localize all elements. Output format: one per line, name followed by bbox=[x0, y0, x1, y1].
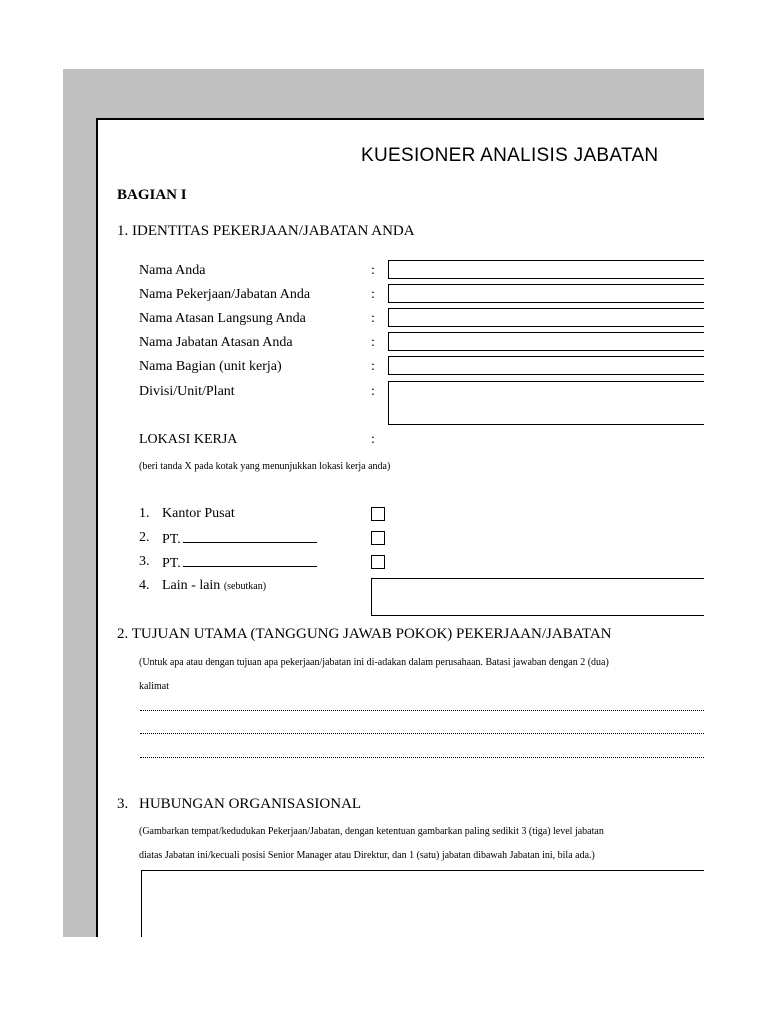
pt-2-checkbox[interactable] bbox=[371, 555, 385, 569]
nama-atasan-input[interactable] bbox=[388, 308, 704, 327]
blank-line bbox=[183, 530, 317, 543]
blank-line bbox=[183, 554, 317, 567]
option-number: 3. bbox=[139, 554, 150, 569]
option-pt-2-label: PT. bbox=[162, 556, 181, 571]
section-2-note-line-2: kalimat bbox=[139, 681, 169, 692]
section-3-heading: HUBUNGAN ORGANISASIONAL bbox=[139, 796, 362, 812]
pt-1-checkbox[interactable] bbox=[371, 531, 385, 545]
answer-line[interactable] bbox=[140, 731, 704, 734]
location-note: (beri tanda X pada kotak yang menunjukkan lokasi kerja anda) bbox=[139, 461, 391, 472]
field-label-pekerjaan: Nama Pekerjaan/Jabatan Anda bbox=[139, 287, 311, 302]
lain-lain-input[interactable] bbox=[371, 578, 704, 616]
field-colon: : bbox=[371, 359, 375, 374]
org-chart-box[interactable] bbox=[141, 870, 704, 937]
kantor-pusat-checkbox[interactable] bbox=[371, 507, 385, 521]
field-label-jabatan-atasan: Nama Jabatan Atasan Anda bbox=[139, 335, 293, 350]
field-label-bagian: Nama Bagian (unit kerja) bbox=[139, 359, 282, 374]
section-2-heading: 2. TUJUAN UTAMA (TANGGUNG JAWAB POKOK) PEKERJAAN/JABATAN bbox=[117, 626, 612, 642]
option-pt-1-label: PT. bbox=[162, 532, 181, 547]
answer-line[interactable] bbox=[140, 755, 704, 758]
section-3-note-line-2: diatas Jabatan ini/kecuali posisi Senior Manager atau Direktur, dan 1 (satu) jabatan dibawah Jabatan ini, bila ada.) bbox=[139, 850, 595, 861]
section-3-note-line-1: (Gambarkan tempat/kedudukan Pekerjaan/Jabatan, dengan ketentuan gambarkan paling sedikit 3 (tiga) level jabatan bbox=[139, 826, 604, 837]
field-label-nama: Nama Anda bbox=[139, 263, 206, 278]
nama-anda-input[interactable] bbox=[388, 260, 704, 279]
option-pt-2 bbox=[162, 554, 317, 572]
questionnaire-page bbox=[96, 118, 704, 937]
field-colon: : bbox=[371, 384, 375, 399]
document-viewer[interactable] bbox=[63, 69, 704, 937]
field-label-atasan: Nama Atasan Langsung Anda bbox=[139, 311, 306, 326]
section-3-number: 3. bbox=[117, 796, 129, 812]
part-heading: BAGIAN I bbox=[117, 187, 187, 203]
location-colon: : bbox=[371, 432, 375, 447]
field-colon: : bbox=[371, 335, 375, 350]
document-title: KUESIONER ANALISIS JABATAN bbox=[361, 145, 659, 166]
jabatan-atasan-input[interactable] bbox=[388, 332, 704, 351]
option-lain-lain-label: Lain - lain bbox=[162, 578, 221, 593]
field-colon: : bbox=[371, 263, 375, 278]
option-kantor-pusat-label: Kantor Pusat bbox=[162, 506, 235, 521]
divisi-input[interactable] bbox=[388, 381, 704, 425]
nama-pekerjaan-input[interactable] bbox=[388, 284, 704, 303]
field-colon: : bbox=[371, 311, 375, 326]
field-colon: : bbox=[371, 287, 375, 302]
location-label: LOKASI KERJA bbox=[139, 432, 238, 447]
option-lain-lain bbox=[162, 578, 266, 594]
option-number: 4. bbox=[139, 578, 150, 593]
field-label-divisi: Divisi/Unit/Plant bbox=[139, 384, 235, 399]
option-number: 2. bbox=[139, 530, 150, 545]
nama-bagian-input[interactable] bbox=[388, 356, 704, 375]
section-2-note-line-1: (Untuk apa atau dengan tujuan apa pekerjaan/jabatan ini di-adakan dalam perusahaan. Batasi jawaban dengan 2 (dua) bbox=[139, 657, 609, 668]
section-1-heading: 1. IDENTITAS PEKERJAAN/JABATAN ANDA bbox=[117, 223, 415, 239]
answer-line[interactable] bbox=[140, 708, 704, 711]
option-lain-lain-note: (sebutkan) bbox=[223, 581, 267, 592]
option-pt-1 bbox=[162, 530, 317, 548]
option-number: 1. bbox=[139, 506, 150, 521]
